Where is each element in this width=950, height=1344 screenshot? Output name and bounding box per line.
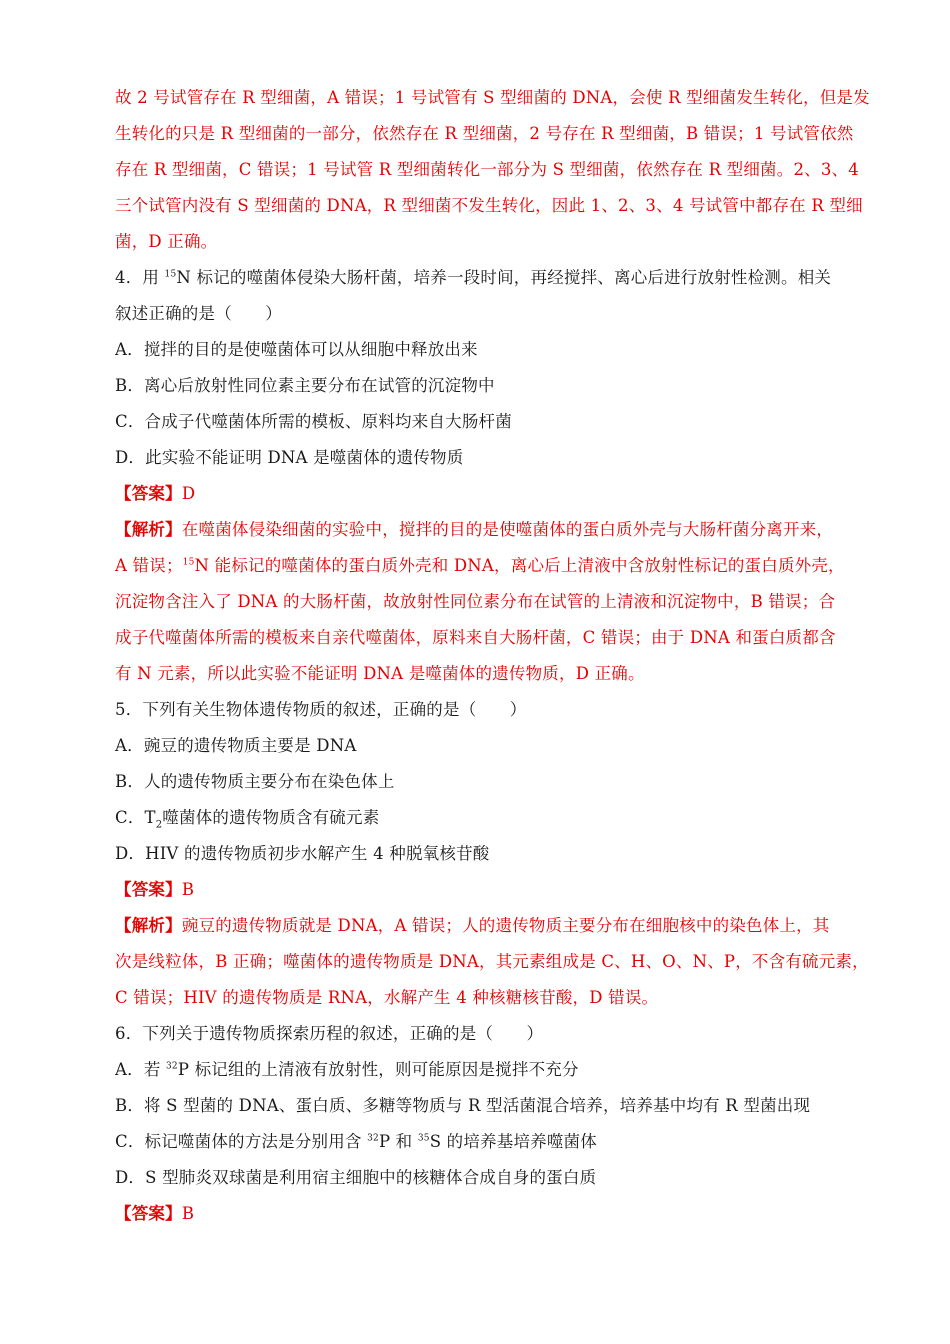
q5-option-c-sub: 2 xyxy=(155,819,163,831)
q4-option-c: C．合成子代噬菌体所需的模板、原料均来自大肠杆菌 xyxy=(115,412,512,431)
q6-option-a xyxy=(115,1052,845,1088)
q6-option-c xyxy=(115,1124,845,1160)
q5-stem: 5．下列有关生物体遗传物质的叙述，正确的是（ ） xyxy=(115,700,527,719)
q6-option-c-text-b: P 和 xyxy=(378,1132,418,1151)
prev-explanation-line-1: 故 2 号试管存在 R 型细菌，A 错误；1 号试管有 S 型细菌的 DNA，会使 R 型细菌发生转化，但是发 xyxy=(115,88,870,107)
q6-option-c-text-c: S 的培养基培养噬菌体 xyxy=(429,1132,597,1151)
prev-explanation-line-3: 存在 R 型细菌，C 错误；1 号试管 R 型细菌转化一部分为 S 型细菌，依然存在 R 型细菌。2、3、4 xyxy=(115,160,859,179)
q4-explanation-line-4: 成子代噬菌体所需的模板来自亲代噬菌体，原料来自大肠杆菌，C 错误；由于 DNA 和蛋白质都含 xyxy=(115,628,836,647)
q6-answer xyxy=(115,1196,845,1232)
q5-option-b: B．人的遗传物质主要分布在染色体上 xyxy=(115,772,395,791)
q5-answer-label: 【答案】 xyxy=(115,880,182,899)
q4-option-a: A．搅拌的目的是使噬菌体可以从细胞中释放出来 xyxy=(115,340,478,359)
q4-explanation-line-3: 沉淀物含注入了 DNA 的大肠杆菌，故放射性同位素分布在试管的上清液和沉淀物中，B 错误；合 xyxy=(115,592,836,611)
q4-explanation-sup: 15 xyxy=(182,557,195,568)
q4-answer xyxy=(115,476,845,512)
q4-stem-text-b: N 标记的噬菌体侵染大肠杆菌，培养一段时间，再经搅拌、离心后进行放射性检测。相关 xyxy=(176,268,832,287)
q6-stem: 6．下列关于遗传物质探索历程的叙述，正确的是（ ） xyxy=(115,1024,544,1043)
q5-option-c xyxy=(115,800,845,836)
q5-explanation-label: 【解析】 xyxy=(115,916,182,935)
q6-answer-value: B xyxy=(181,1204,195,1223)
q4-answer-label: 【答案】 xyxy=(115,484,182,503)
q4-option-d: D．此实验不能证明 DNA 是噬菌体的遗传物质 xyxy=(115,448,464,467)
q6-option-c-sup-2: 35 xyxy=(417,1133,430,1144)
q6-option-a-text-a: A．若 xyxy=(115,1060,166,1079)
document-page xyxy=(115,80,870,1232)
q5-answer-value: B xyxy=(181,880,195,899)
q4-explanation-text-2b: N 能标记的噬菌体的蛋白质外壳和 DNA，离心后上清液中含放射性标记的蛋白质外壳， xyxy=(194,556,845,575)
q5-explanation-text-1: 豌豆的遗传物质就是 DNA，A 错误；人的遗传物质主要分布在细胞核中的染色体上，其 xyxy=(181,916,830,935)
q5-explanation-line-3: C 错误；HIV 的遗传物质是 RNA，水解产生 4 种核糖核苷酸，D 错误。 xyxy=(115,988,659,1007)
q5-explanation-line-2: 次是线粒体，B 正确；噬菌体的遗传物质是 DNA，其元素组成是 C、H、O、N、P，不含有硫元素， xyxy=(115,952,869,971)
q4-stem-sup: 15 xyxy=(164,269,177,280)
q5-option-c-text-a: C．T xyxy=(115,808,156,827)
q4-stem-line-2: 叙述正确的是（ ） xyxy=(115,304,282,323)
q5-option-a: A．豌豆的遗传物质主要是 DNA xyxy=(115,736,357,755)
prev-explanation-line-4: 三个试管内没有 S 型细菌的 DNA，R 型细菌不发生转化，因此 1、2、3、4 号试管中都存在 R 型细 xyxy=(115,196,863,215)
q5-option-c-text-b: 噬菌体的遗传物质含有硫元素 xyxy=(162,808,380,827)
prev-explanation-line-2: 生转化的只是 R 型细菌的一部分，依然存在 R 型细菌，2 号存在 R 型细菌，B 错误；1 号试管依然 xyxy=(115,124,854,143)
q4-option-b: B．离心后放射性同位素主要分布在试管的沉淀物中 xyxy=(115,376,495,395)
prev-explanation-line-5: 菌，D 正确。 xyxy=(115,232,218,251)
q4-stem-text-a: 4．用 xyxy=(115,268,165,287)
q6-option-a-sup: 32 xyxy=(165,1061,178,1072)
q6-option-b: B．将 S 型菌的 DNA、蛋白质、多糖等物质与 R 型活菌混合培养，培养基中均有 R 型菌出现 xyxy=(115,1096,811,1115)
q4-explanation-line-5: 有 N 元素，所以此实验不能证明 DNA 是噬菌体的遗传物质，D 正确。 xyxy=(115,664,645,683)
q6-answer-label: 【答案】 xyxy=(115,1204,182,1223)
q4-explanation-text-2a: A 错误； xyxy=(115,556,183,575)
q4-explanation-line-1 xyxy=(115,512,845,548)
q6-option-c-text-a: C．标记噬菌体的方法是分别用含 xyxy=(115,1132,368,1151)
q4-explanation-text-1: 在噬菌体侵染细菌的实验中，搅拌的目的是使噬菌体的蛋白质外壳与大肠杆菌分离开来， xyxy=(181,520,834,539)
q6-option-d: D．S 型肺炎双球菌是利用宿主细胞中的核糖体合成自身的蛋白质 xyxy=(115,1168,597,1187)
q5-option-d: D．HIV 的遗传物质初步水解产生 4 种脱氧核苷酸 xyxy=(115,844,490,863)
q5-answer xyxy=(115,872,845,908)
q4-explanation-label: 【解析】 xyxy=(115,520,182,539)
q4-stem-line-1 xyxy=(115,260,845,296)
q6-option-c-sup-1: 32 xyxy=(367,1133,379,1144)
q4-explanation-line-2 xyxy=(115,548,845,584)
q6-option-a-text-b: P 标记组的上清液有放射性，则可能原因是搅拌不充分 xyxy=(177,1060,579,1079)
q5-explanation-line-1 xyxy=(115,908,845,944)
q4-answer-value: D xyxy=(181,484,196,503)
